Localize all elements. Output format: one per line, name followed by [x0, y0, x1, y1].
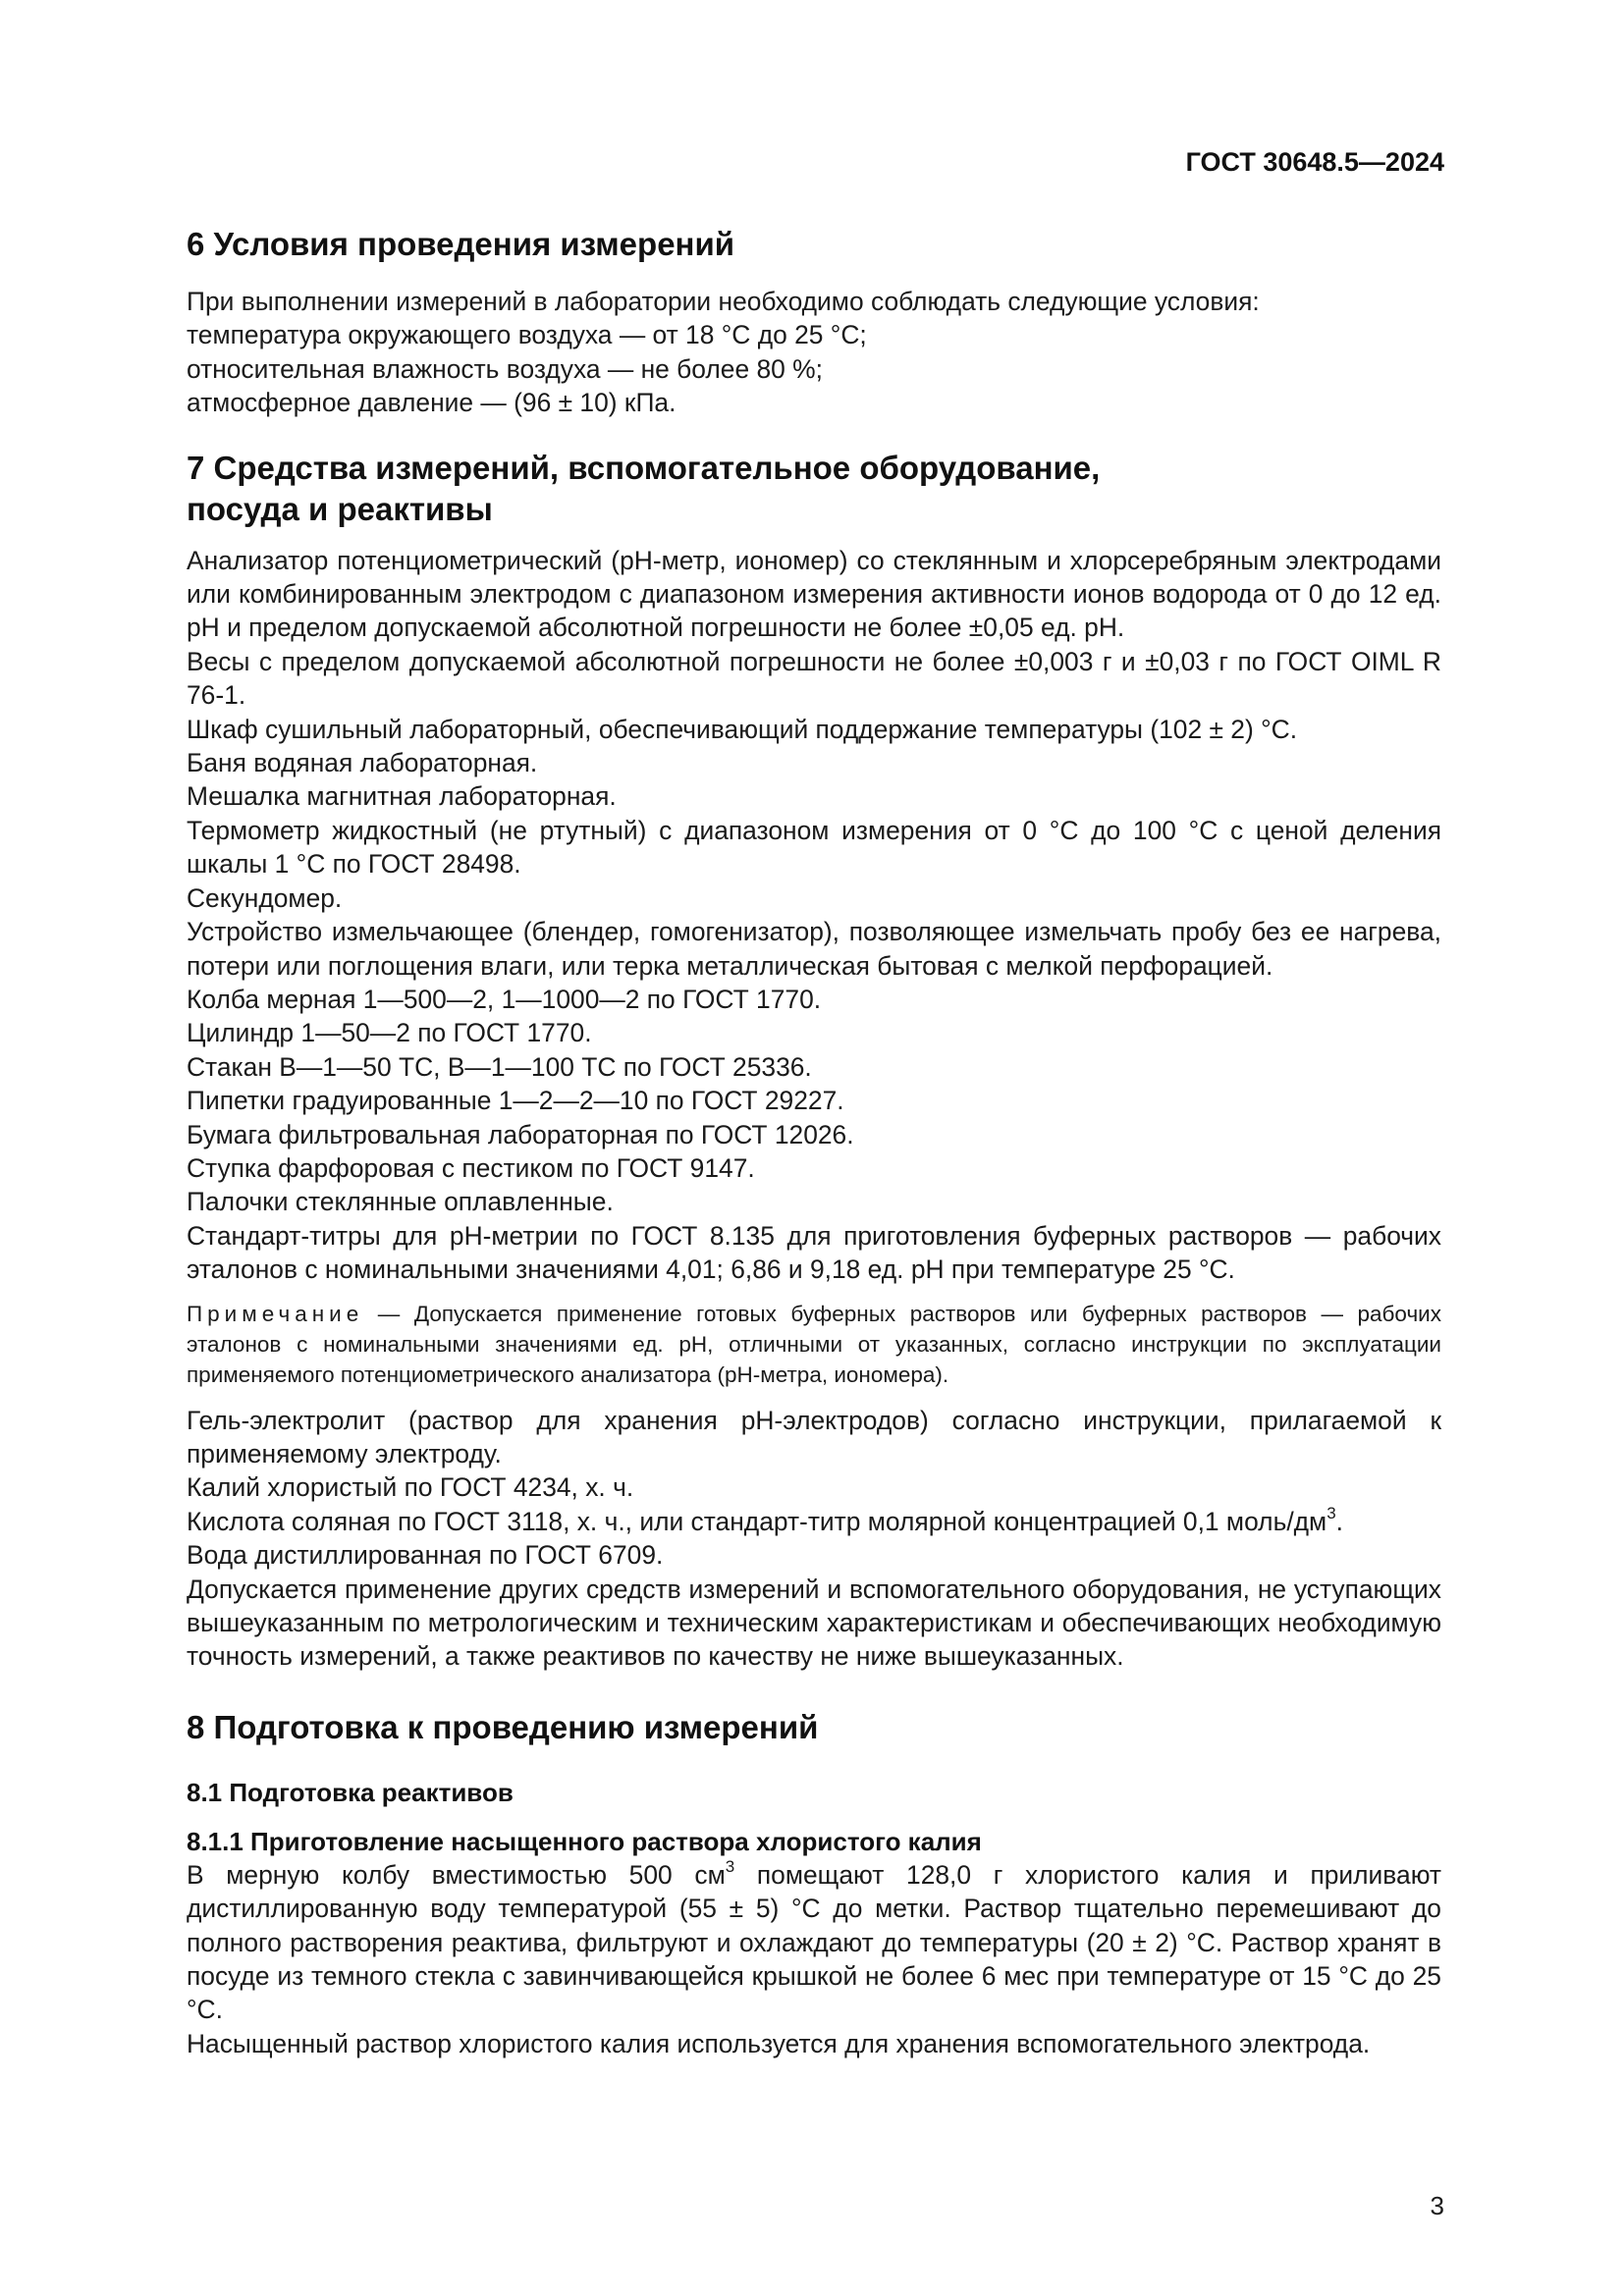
section-8-1-title: 8.1 Подготовка реактивов — [187, 1777, 514, 1807]
acid-end: . — [1335, 1506, 1344, 1536]
section-8-1-1-para2: Насыщенный раствор хлористого калия используется для хранения вспомогательного электрода. — [187, 2028, 1371, 2058]
section-7-item: Баня водяная лабораторная. — [187, 748, 538, 778]
section-7-note — [187, 1299, 1441, 1390]
para-superscript: 3 — [725, 1857, 735, 1877]
section-7-item: Калий хлористый по ГОСТ 4234, х. ч. — [187, 1472, 634, 1503]
section-7-item: Гель-электролит (раствор для хранения рН-электродов) согласно инструкции, прилагаемой к применяемому электроду. — [187, 1405, 1441, 1468]
page-content — [187, 224, 1441, 2060]
note-label: Примечание — [187, 1301, 364, 1326]
section-7-acid-item — [187, 1505, 1441, 1538]
section-7-item: Стандарт-титры для рН-метрии по ГОСТ 8.135 для приготовления буферных растворов — рабочих эталонов с номинальными значениями 4,01; 6,86 и 9,18 ед. рН при температуре 25 °С. — [187, 1220, 1441, 1285]
section-7-title-line1: 7 Средства измерений, вспомогательное оборудование, — [187, 449, 1101, 486]
section-7-item: Ступка фарфоровая с пестиком по ГОСТ 9147. — [187, 1152, 755, 1183]
section-6-line: При выполнении измерений в лаборатории необходимо соблюдать следующие условия: — [187, 287, 1260, 316]
para-text-a: В мерную колбу вместимостью 500 см — [187, 1859, 726, 1890]
section-7-item: Стакан В—1—50 ТС, В—1—100 ТС по ГОСТ 25336. — [187, 1051, 812, 1082]
section-7-item: Анализатор потенциометрический (рН-метр, иономер) со стеклянным и хлорсеребряным электродами или комбинированным электродом с диапазоном измерения активности ионов водорода от 0 до 12 ед. рН и пределом допускаемой абсолютной погрешности не более ±0,05 ед. рН. — [187, 545, 1441, 643]
section-7-item: Вода дистиллированная по ГОСТ 6709. — [187, 1540, 664, 1571]
section-7-item: Секундомер. — [187, 882, 343, 913]
section-6-line: температура окружающего воздуха — от 18 °С до 25 °С; — [187, 320, 867, 350]
section-6-line: атмосферное давление — (96 ± 10) кПа. — [187, 388, 677, 418]
section-7-item: Цилиндр 1—50—2 по ГОСТ 1770. — [187, 1018, 592, 1048]
para-text-b: помещают 128,0 г хлористого калия и приливают дистиллированную воду температурой (55 ± 5) °С до метки. Раствор тщательно перемешивают до полного растворения реактива, фильтруют и охлаждают до температуры (20 ± 2) °С. Раствор хранят в посуде из темного стекла с завинчивающейся крышкой не более 6 мес при температуре от 15 °С до 25 °С. — [187, 1859, 1441, 2025]
section-8-title: 8 Подготовка к проведению измерений — [187, 1708, 819, 1745]
section-7-item: Колба мерная 1—500—2, 1—1000—2 по ГОСТ 1770. — [187, 984, 822, 1014]
section-7-item: Устройство измельчающее (блендер, гомогенизатор), позволяющее измельчать пробу без ее нагрева, потери или поглощения влаги, или терка металлическая бытовая с мелкой перфорацией. — [187, 917, 1441, 981]
section-7-item: Бумага фильтровальная лабораторная по ГОСТ 12026. — [187, 1119, 854, 1149]
section-7-item: Мешалка магнитная лабораторная. — [187, 781, 617, 812]
section-7-item: Допускается применение других средств измерений и вспомогательного оборудования, не уступающих вышеуказанным по метрологическим и техническим характеристикам и обеспечивающих необходимую точность измерений, а также реактивов по качеству не ниже вышеуказанных. — [187, 1574, 1441, 1672]
acid-superscript: 3 — [1326, 1503, 1336, 1522]
section-7-item: Палочки стеклянные оплавленные. — [187, 1187, 614, 1217]
section-7-title-line2: посуда и реактивы — [187, 490, 493, 527]
section-7-item: Пипетки градуированные 1—2—2—10 по ГОСТ 29227. — [187, 1086, 844, 1116]
acid-text: Кислота соляная по ГОСТ 3118, х. ч., или стандарт-титр молярной концентрацией 0,1 моль/дм — [187, 1506, 1327, 1536]
section-7-item: Термометр жидкостный (не ртутный) с диапазоном измерения от 0 °С до 100 °С с ценой деления шкалы 1 °С по ГОСТ 28498. — [187, 815, 1441, 880]
section-8-1-1-title: 8.1.1 Приготовление насыщенного раствора хлористого калия — [187, 1826, 982, 1856]
section-6-title: 6 Условия проведения измерений — [187, 226, 735, 262]
section-6-line: относительная влажность воздуха — не более 80 %; — [187, 353, 823, 384]
section-7-item: Шкаф сушильный лабораторный, обеспечивающий поддержание температуры (102 ± 2) °С. — [187, 714, 1298, 744]
page-number: 3 — [1430, 2191, 1444, 2220]
section-7-item: Весы с пределом допускаемой абсолютной погрешности не более ±0,003 г и ±0,03 г по ГОСТ OIML R 76-1. — [187, 646, 1441, 711]
note-text: — Допускается применение готовых буферных растворов или буферных растворов — рабочих эталонов с номинальными значениями ед. рН, отличными от указанных, согласно инструкции по эксплуатации применяемого потенциометрического анализатора (рН-метра, иономера). — [187, 1301, 1441, 1387]
section-8-1-1-para — [187, 1858, 1441, 2027]
standard-header: ГОСТ 30648.5—2024 — [1185, 147, 1444, 177]
